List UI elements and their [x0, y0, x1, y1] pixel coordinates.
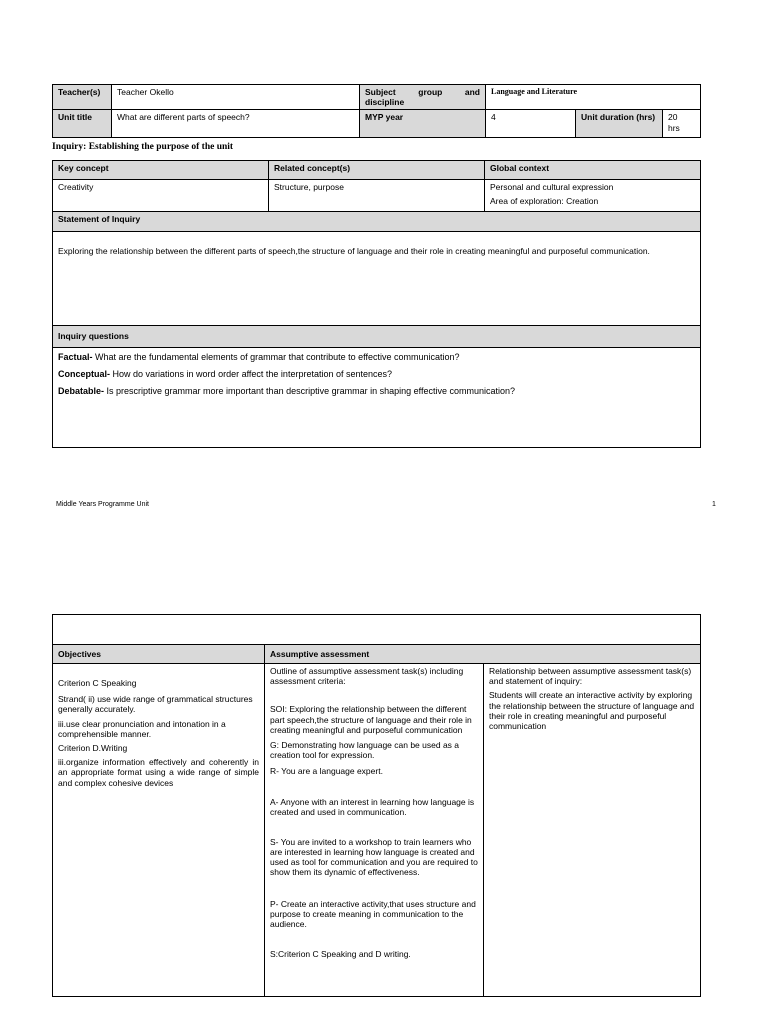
related-concept-value: Structure, purpose: [269, 180, 485, 212]
outline-standards: S:Criterion C Speaking and D writing.: [270, 949, 411, 960]
outline-soi: SOI: Exploring the relationship between the different part speech,the structure of language and their role in creating meaningful and purposeful communication: [270, 704, 472, 735]
subject-label-word: group: [418, 87, 443, 97]
statement-of-inquiry-label: Statement of Inquiry: [53, 212, 701, 232]
page-number: 1: [712, 501, 716, 508]
assumptive-assessment-label: Assumptive assessment: [265, 645, 701, 664]
conceptual-question: [58, 369, 695, 380]
objective-item: Strand( ii) use wide range of grammatical structures generally accurately.: [58, 694, 253, 715]
outline-product: P- Create an interactive activity,that uses structure and purpose to create meaning in communication to the audience.: [270, 898, 476, 929]
objectives-cell: [53, 664, 265, 997]
myp-year-value: 4: [486, 110, 576, 138]
inquiry-questions: [53, 348, 701, 448]
footer-text: Middle Years Programme Unit: [56, 501, 149, 508]
conceptual-text: How do variations in word order affect the interpretation of sentences?: [110, 368, 393, 379]
objective-item: Criterion C Speaking: [58, 678, 137, 688]
key-concept-label: Key concept: [53, 161, 269, 180]
outline-title: Outline of assumptive assessment task(s) including assessment criteria:: [270, 666, 464, 687]
outline-situation: S- You are invited to a workshop to train learners who are interested in learning how language is created and used as tool for communication and you are required to show them its dynamic of effectiveness.: [270, 836, 478, 878]
subject-label-word: Subject: [365, 87, 396, 97]
duration-value: [663, 110, 701, 138]
debatable-text: Is prescriptive grammar more important than descriptive grammar in shaping effective communication?: [104, 385, 516, 396]
global-context-text: Personal and cultural expression: [490, 182, 614, 192]
global-context-value: [485, 180, 701, 212]
conceptual-label: Conceptual-: [58, 368, 111, 379]
statement-of-inquiry-text: Exploring the relationship between the different parts of speech,the structure of language and their role in creating meaningful and purposeful communication.: [53, 232, 701, 326]
debatable-question: [58, 386, 695, 397]
factual-label: Factual-: [58, 352, 93, 362]
subject-label: [360, 85, 486, 110]
relationship-cell: [484, 664, 701, 997]
unit-title-value: What are different parts of speech?: [112, 110, 360, 138]
outline-cell: [265, 664, 484, 997]
key-concept-value: Creativity: [53, 180, 269, 212]
related-concept-label: Related concept(s): [269, 161, 485, 180]
inquiry-heading: Inquiry: Establishing the purpose of the unit: [52, 142, 234, 152]
global-context-label: Global context: [485, 161, 701, 180]
duration-number: 20: [668, 112, 678, 123]
teacher-label: Teacher(s): [53, 85, 112, 110]
unit-header-table: [52, 84, 701, 138]
subject-label-word: discipline: [365, 97, 405, 108]
subject-label-word: and: [464, 87, 480, 97]
subject-value: Language and Literature: [486, 85, 701, 110]
objective-item: iii.use clear pronunciation and intonation in a comprehensible manner.: [58, 718, 226, 739]
factual-text: What are the fundamental elements of grammar that contribute to effective communication?: [92, 352, 460, 362]
debatable-label: Debatable-: [58, 385, 105, 396]
myp-year-label: MYP year: [360, 110, 486, 138]
assessment-blank-row: [53, 615, 701, 645]
outline-goal: G: Demonstrating how language can be used as a creation tool for expression.: [270, 739, 460, 761]
area-of-exploration: Area of exploration: Creation: [490, 196, 599, 207]
outline-audience: A- Anyone with an interest in learning how language is created and used in communication.: [270, 796, 475, 817]
duration-unit: hrs: [668, 122, 680, 133]
objective-item: iii.organize information effectively and coherently in an appropriate format using a wide range of simple and complex cohesive devices: [58, 757, 259, 788]
inquiry-table: [52, 160, 701, 448]
unit-title-label: Unit title: [53, 110, 112, 138]
outline-role: R- You are a language expert.: [270, 766, 383, 777]
assessment-table: [52, 614, 701, 997]
objective-item: Criterion D.Writing: [58, 742, 128, 753]
inquiry-questions-label: Inquiry questions: [53, 326, 701, 348]
teacher-value: Teacher Okello: [112, 85, 360, 110]
duration-label: Unit duration (hrs): [576, 110, 663, 138]
relationship-title: Relationship between assumptive assessment task(s) and statement of inquiry:: [489, 666, 692, 687]
objectives-label: Objectives: [53, 645, 265, 664]
relationship-text: Students will create an interactive activity by exploring the relationship between the structure of language and their role in creating meaningful and purposeful communication: [489, 690, 695, 731]
factual-question: [58, 352, 695, 363]
